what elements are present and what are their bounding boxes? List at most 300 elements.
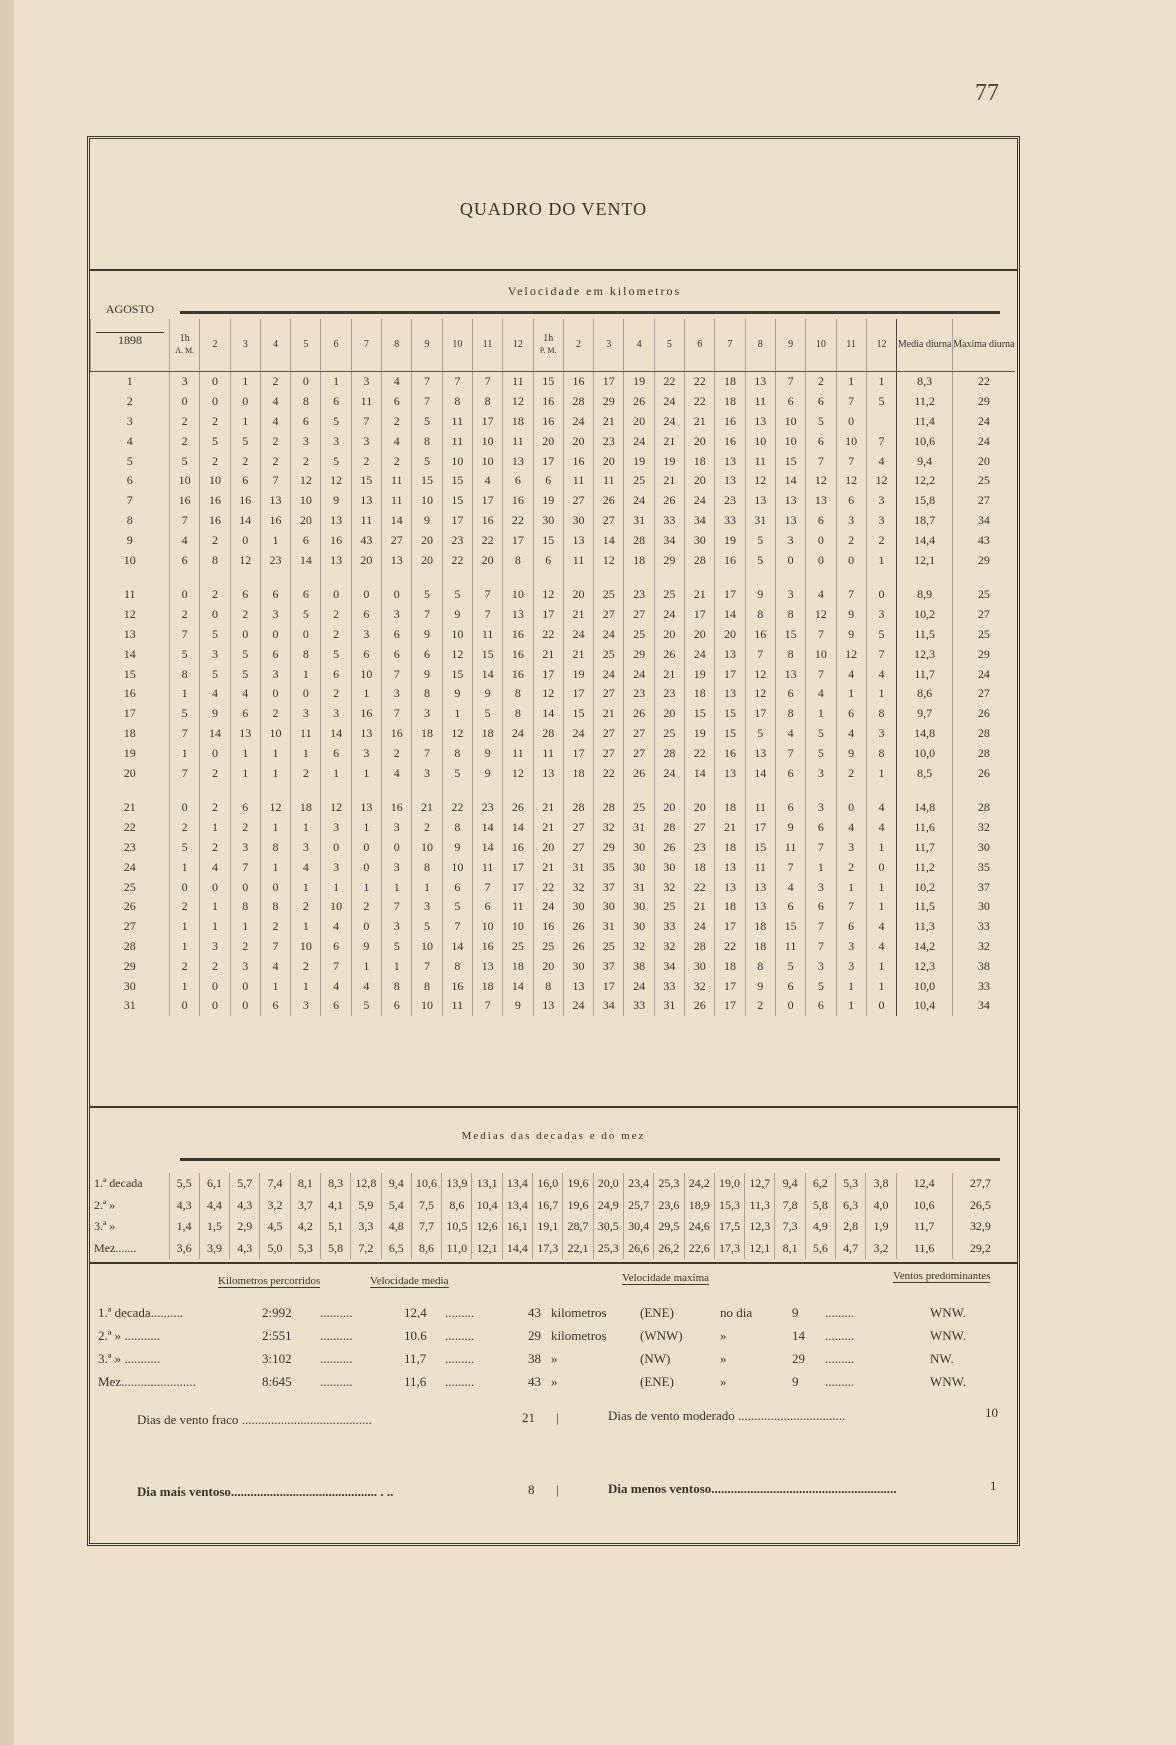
medias-value: 30,4 <box>623 1216 653 1238</box>
media-diurna: 11,5 <box>897 625 953 645</box>
hour-value: 7 <box>170 763 200 783</box>
hour-value: 17 <box>533 451 563 471</box>
hour-value: 18 <box>745 937 775 957</box>
hour-value: 10 <box>775 431 805 451</box>
hour-value: 14 <box>230 511 260 531</box>
hour-value: 8 <box>745 605 775 625</box>
summary-vel: 11,7 <box>404 1351 427 1366</box>
hour-value: 2 <box>260 704 290 724</box>
hour-value: 20 <box>533 838 563 858</box>
hour-value: 4 <box>866 937 896 957</box>
hour-value: 6 <box>775 684 805 704</box>
hour-value: 0 <box>170 392 200 412</box>
hour-value: 8 <box>442 818 472 838</box>
hour-value: 8 <box>260 838 290 858</box>
medias-value: 30,5 <box>593 1216 623 1238</box>
moderado-value: 10 <box>985 1405 998 1420</box>
hour-value: 5 <box>806 724 836 744</box>
hour-value: 5 <box>866 625 896 645</box>
hour-value <box>866 412 896 432</box>
summary-ventos: WNW. <box>930 1305 966 1320</box>
hour-value: 24 <box>654 412 684 432</box>
hour-value: 4 <box>230 684 260 704</box>
hour-value: 7 <box>412 392 442 412</box>
hour-value: 6 <box>442 877 472 897</box>
hour-value: 4 <box>351 976 381 996</box>
table-row <box>91 937 1015 957</box>
hour-value: 8 <box>412 976 442 996</box>
hour-value: 18 <box>685 451 715 471</box>
hour-value: 26 <box>624 704 654 724</box>
hour-value: 14 <box>472 838 502 858</box>
hour-value: 1 <box>230 743 260 763</box>
hour-value: 3 <box>351 743 381 763</box>
header-hour-pm: 10 <box>806 319 836 372</box>
media-diurna: 15,8 <box>897 491 953 511</box>
day-number: 30 <box>123 978 136 993</box>
medias-value: 5,3 <box>290 1238 320 1260</box>
hour-value: 10 <box>806 644 836 664</box>
hour-value: 11 <box>472 625 502 645</box>
hour-value: 10 <box>412 996 442 1016</box>
km-header: Kilometros percorridos <box>218 1275 321 1287</box>
hour-value: 21 <box>685 897 715 917</box>
hour-value: 27 <box>563 818 593 838</box>
day-number: 2 <box>126 394 133 409</box>
hour-value: 22 <box>685 877 715 897</box>
hour-value: 30 <box>563 956 593 976</box>
hour-value: 1 <box>351 763 381 783</box>
hour-value: 16 <box>533 917 563 937</box>
moderado-label: Dias de vento moderado ................................. <box>608 1408 846 1423</box>
hour-value: 7 <box>260 937 290 957</box>
medias-value: 16,0 <box>533 1173 563 1195</box>
maxima-diurna: 29 <box>953 644 1015 664</box>
hour-value: 24 <box>624 491 654 511</box>
hour-value: 4 <box>382 763 412 783</box>
hour-value: 17 <box>745 818 775 838</box>
hour-value: 3 <box>382 684 412 704</box>
hour-value: 19 <box>624 451 654 471</box>
hour-value: 3 <box>321 857 351 877</box>
hour-value: 2 <box>200 763 230 783</box>
hour-value: 16 <box>382 798 412 818</box>
hour-value: 13 <box>260 491 290 511</box>
medias-media: 10,6 <box>896 1195 952 1217</box>
hour-value: 4 <box>382 372 412 392</box>
hour-value: 1 <box>230 763 260 783</box>
hour-value: 24 <box>563 625 593 645</box>
hour-value: 4 <box>836 724 866 744</box>
hour-value: 28 <box>594 798 624 818</box>
hour-value: 2 <box>836 763 866 783</box>
hour-value: 3 <box>351 372 381 392</box>
hour-value: 27 <box>624 724 654 744</box>
hour-value: 10 <box>351 664 381 684</box>
hour-value: 11 <box>533 743 563 763</box>
medias-value: 7,4 <box>260 1173 290 1195</box>
medias-value: 11,0 <box>442 1238 472 1260</box>
hour-value: 27 <box>624 605 654 625</box>
hour-value: 1 <box>260 976 290 996</box>
hour-value: 28 <box>533 724 563 744</box>
hour-value: 12 <box>321 471 351 491</box>
hour-value: 5 <box>200 431 230 451</box>
hour-value: 17 <box>442 511 472 531</box>
header-maxima: Maxima diurna <box>953 319 1015 372</box>
hour-value: 6 <box>836 491 866 511</box>
medias-value: 19,1 <box>533 1216 563 1238</box>
hour-value: 9 <box>503 996 533 1016</box>
year-label: 1898 <box>96 332 164 347</box>
hour-value: 16 <box>503 838 533 858</box>
hour-value: 17 <box>685 605 715 625</box>
hour-value: 2 <box>230 937 260 957</box>
hour-value: 17 <box>563 684 593 704</box>
hour-value: 3 <box>806 956 836 976</box>
hour-value: 9 <box>836 625 866 645</box>
hour-value: 0 <box>351 917 381 937</box>
hour-value: 12 <box>836 471 866 491</box>
hour-value: 8 <box>442 392 472 412</box>
hour-value: 10 <box>472 917 502 937</box>
day-number: 20 <box>123 765 136 780</box>
hour-value: 13 <box>775 491 805 511</box>
header-hour-pm: 7 <box>715 319 745 372</box>
hour-value: 11 <box>442 431 472 451</box>
hour-value: 1 <box>170 857 200 877</box>
medias-row <box>90 1216 1008 1238</box>
summary-dir: (ENE) <box>640 1374 674 1389</box>
medias-value: 23,4 <box>623 1173 653 1195</box>
hour-value: 33 <box>624 996 654 1016</box>
hour-value: 1 <box>200 917 230 937</box>
header-hour-pm: 4 <box>624 319 654 372</box>
hour-value: 7 <box>806 451 836 471</box>
medias-value: 29,5 <box>654 1216 684 1238</box>
table-row <box>91 996 1015 1016</box>
hour-value: 2 <box>321 605 351 625</box>
hour-value: 24 <box>624 976 654 996</box>
hour-value: 12 <box>594 550 624 570</box>
hour-value: 5 <box>170 644 200 664</box>
hour-value: 4 <box>200 857 230 877</box>
hour-value: 1 <box>291 976 321 996</box>
hour-value: 16 <box>563 451 593 471</box>
hour-value: 0 <box>351 585 381 605</box>
hour-value: 1 <box>291 743 321 763</box>
media-diurna: 11,4 <box>897 412 953 432</box>
hour-value: 15 <box>442 471 472 491</box>
hour-value: 29 <box>594 392 624 412</box>
hour-value: 2 <box>230 818 260 838</box>
summary-dia-label: » <box>720 1328 727 1343</box>
title-box <box>90 139 1017 271</box>
hour-value: 18 <box>715 956 745 976</box>
hour-value: 10 <box>170 471 200 491</box>
table-row <box>91 431 1015 451</box>
hour-value: 5 <box>321 412 351 432</box>
hour-value: 26 <box>685 996 715 1016</box>
hour-value: 2 <box>351 897 381 917</box>
hour-value: 34 <box>654 956 684 976</box>
medias-value: 14,4 <box>502 1238 532 1260</box>
hour-value: 3 <box>291 996 321 1016</box>
hour-value: 16 <box>503 491 533 511</box>
hour-value: 3 <box>806 798 836 818</box>
hour-value: 9 <box>321 491 351 511</box>
hour-value: 25 <box>624 471 654 491</box>
medias-value: 8,1 <box>775 1238 805 1260</box>
hour-value: 4 <box>836 664 866 684</box>
hour-value: 0 <box>170 877 200 897</box>
page-title: QUADRO DO VENTO <box>459 199 648 219</box>
hour-value: 23 <box>654 684 684 704</box>
hour-value: 18 <box>503 412 533 432</box>
medias-value: 6,3 <box>836 1195 866 1217</box>
hour-value: 2 <box>351 451 381 471</box>
medias-value: 4,3 <box>230 1195 260 1217</box>
hour-value: 26 <box>563 937 593 957</box>
hour-value: 10 <box>503 917 533 937</box>
hour-value: 5 <box>321 451 351 471</box>
hour-value: 12 <box>442 644 472 664</box>
header-hour-am: 2 <box>200 319 230 372</box>
medias-value: 7,3 <box>775 1216 805 1238</box>
hour-value: 22 <box>442 550 472 570</box>
hour-value: 5 <box>442 897 472 917</box>
hour-value: 3 <box>836 956 866 976</box>
day-number: 27 <box>123 919 136 934</box>
leader-dots: ......... <box>825 1305 855 1320</box>
hour-value: 10 <box>291 491 321 511</box>
leader-dots: .......... <box>320 1374 353 1389</box>
hour-value: 16 <box>200 491 230 511</box>
hour-value: 6 <box>321 996 351 1016</box>
medias-value: 13,4 <box>502 1195 532 1217</box>
hour-value: 17 <box>715 996 745 1016</box>
hour-value: 20 <box>715 625 745 645</box>
hour-value: 2 <box>382 412 412 432</box>
day-number: 23 <box>123 839 136 854</box>
hour-value: 25 <box>624 798 654 818</box>
hour-value: 16 <box>715 412 745 432</box>
hour-value: 6 <box>321 664 351 684</box>
hour-value: 4 <box>170 530 200 550</box>
hour-value: 0 <box>200 976 230 996</box>
hour-value: 6 <box>291 585 321 605</box>
hour-value: 7 <box>806 664 836 684</box>
medias-value: 12,8 <box>351 1173 381 1195</box>
hour-value: 16 <box>200 511 230 531</box>
hour-value: 19 <box>685 724 715 744</box>
hour-value: 2 <box>866 530 896 550</box>
medias-value: 5,1 <box>320 1216 350 1238</box>
hour-value: 6 <box>351 605 381 625</box>
medias-row <box>90 1238 1008 1260</box>
hour-value: 3 <box>230 956 260 976</box>
hour-value: 8 <box>503 684 533 704</box>
hour-value: 10 <box>745 431 775 451</box>
hour-value: 9 <box>351 937 381 957</box>
hour-value: 17 <box>715 917 745 937</box>
hour-value: 1 <box>230 412 260 432</box>
hour-value: 24 <box>654 605 684 625</box>
hour-value: 26 <box>563 917 593 937</box>
hour-value: 6 <box>775 392 805 412</box>
hour-value: 2 <box>170 412 200 432</box>
hour-value: 12 <box>745 684 775 704</box>
hour-value: 5 <box>200 664 230 684</box>
vmax-header: Velocidade maxima <box>622 1272 710 1284</box>
day-number: 28 <box>123 938 136 953</box>
hour-value: 25 <box>533 937 563 957</box>
medias-value: 5,0 <box>260 1238 290 1260</box>
hour-value: 2 <box>260 917 290 937</box>
hour-value: 15 <box>715 724 745 744</box>
hour-value: 16 <box>351 704 381 724</box>
media-diurna: 10,4 <box>897 996 953 1016</box>
summary-vmax: 43 <box>528 1374 541 1389</box>
hour-value: 32 <box>594 818 624 838</box>
hour-value: 1 <box>442 704 472 724</box>
hour-value: 0 <box>230 625 260 645</box>
hour-value: 22 <box>685 392 715 412</box>
table-row <box>91 724 1015 744</box>
hour-value: 0 <box>170 996 200 1016</box>
hour-value: 2 <box>200 530 230 550</box>
medias-value: 3,8 <box>866 1173 896 1195</box>
hour-value: 1 <box>866 763 896 783</box>
maxima-diurna: 32 <box>953 818 1015 838</box>
hour-value: 15 <box>775 451 805 471</box>
hour-value: 8 <box>442 743 472 763</box>
maxima-diurna: 35 <box>953 857 1015 877</box>
leader-dots: ......... <box>445 1305 475 1320</box>
header-hour-am: 8 <box>382 319 412 372</box>
maxima-diurna: 22 <box>953 372 1015 392</box>
hour-value: 0 <box>200 392 230 412</box>
hour-value: 0 <box>200 877 230 897</box>
hour-value: 5 <box>745 550 775 570</box>
hour-value: 15 <box>563 704 593 724</box>
hour-value: 17 <box>503 877 533 897</box>
hour-value: 30 <box>624 857 654 877</box>
hour-value: 5 <box>291 605 321 625</box>
hour-value: 12 <box>503 763 533 783</box>
hour-value: 23 <box>260 550 290 570</box>
hour-value: 6 <box>503 471 533 491</box>
hour-value: 21 <box>654 664 684 684</box>
hour-value: 3 <box>170 372 200 392</box>
medias-value: 10,5 <box>442 1216 472 1238</box>
medias-value: 4,5 <box>260 1216 290 1238</box>
hour-value: 2 <box>745 996 775 1016</box>
hour-value: 15 <box>533 372 563 392</box>
hour-value: 8 <box>442 956 472 976</box>
menos-value: 1 <box>990 1478 997 1493</box>
hour-value: 6 <box>806 818 836 838</box>
hour-value: 32 <box>654 937 684 957</box>
media-diurna: 8,3 <box>897 372 953 392</box>
hour-value: 24 <box>563 724 593 744</box>
day-number: 16 <box>123 686 136 701</box>
hour-value: 17 <box>503 530 533 550</box>
maxima-diurna: 24 <box>953 412 1015 432</box>
hour-value: 6 <box>836 917 866 937</box>
hour-value: 3 <box>412 763 442 783</box>
summary-unit: kilometros <box>551 1305 607 1320</box>
hour-value: 19 <box>563 664 593 684</box>
hour-value: 15 <box>775 625 805 645</box>
hour-value: 9 <box>442 684 472 704</box>
hour-value: 16 <box>503 664 533 684</box>
hour-value: 10 <box>200 471 230 491</box>
hour-value: 0 <box>775 550 805 570</box>
table-row <box>91 392 1015 412</box>
medias-value: 25,3 <box>593 1238 623 1260</box>
hour-value: 8 <box>775 644 805 664</box>
hour-value: 14 <box>472 664 502 684</box>
hour-value: 25 <box>654 897 684 917</box>
maxima-diurna: 24 <box>953 664 1015 684</box>
hour-value: 7 <box>351 412 381 432</box>
hour-value: 13 <box>321 511 351 531</box>
medias-value: 12,1 <box>472 1238 502 1260</box>
summary-unit: » <box>551 1351 558 1366</box>
hour-value: 1 <box>351 684 381 704</box>
medias-media: 11,7 <box>896 1216 952 1238</box>
hour-value: 34 <box>685 511 715 531</box>
hour-value: 6 <box>806 392 836 412</box>
hour-value: 10 <box>412 838 442 858</box>
hour-value: 19 <box>624 372 654 392</box>
hour-value: 1 <box>806 857 836 877</box>
hour-value: 13 <box>745 877 775 897</box>
hour-value: 15 <box>533 530 563 550</box>
hour-value: 0 <box>230 996 260 1016</box>
hour-value: 18 <box>685 857 715 877</box>
hour-value: 8 <box>503 550 533 570</box>
hour-value: 4 <box>866 917 896 937</box>
hour-value: 33 <box>654 917 684 937</box>
medias-value: 11,3 <box>745 1195 775 1217</box>
hour-value: 2 <box>200 412 230 432</box>
hour-value: 4 <box>866 451 896 471</box>
hour-value: 8 <box>382 976 412 996</box>
hour-value: 2 <box>170 897 200 917</box>
hour-value: 13 <box>745 412 775 432</box>
hour-value: 7 <box>836 451 866 471</box>
medias-value: 3,7 <box>290 1195 320 1217</box>
hour-value: 0 <box>321 585 351 605</box>
hour-value: 37 <box>594 956 624 976</box>
medias-value: 8,1 <box>290 1173 320 1195</box>
hour-value: 22 <box>594 763 624 783</box>
hour-value: 22 <box>715 937 745 957</box>
maxima-diurna: 34 <box>953 996 1015 1016</box>
medias-row <box>90 1173 1008 1195</box>
fraco-label: Dias de vento fraco ........................................ <box>137 1412 372 1427</box>
hour-value: 20 <box>685 431 715 451</box>
medias-value: 7,2 <box>351 1238 381 1260</box>
hour-value: 24 <box>685 917 715 937</box>
hour-value: 1 <box>291 818 321 838</box>
hour-value: 14 <box>775 471 805 491</box>
hour-value: 32 <box>685 976 715 996</box>
hour-value: 11 <box>563 550 593 570</box>
header-hour-pm: 6 <box>685 319 715 372</box>
